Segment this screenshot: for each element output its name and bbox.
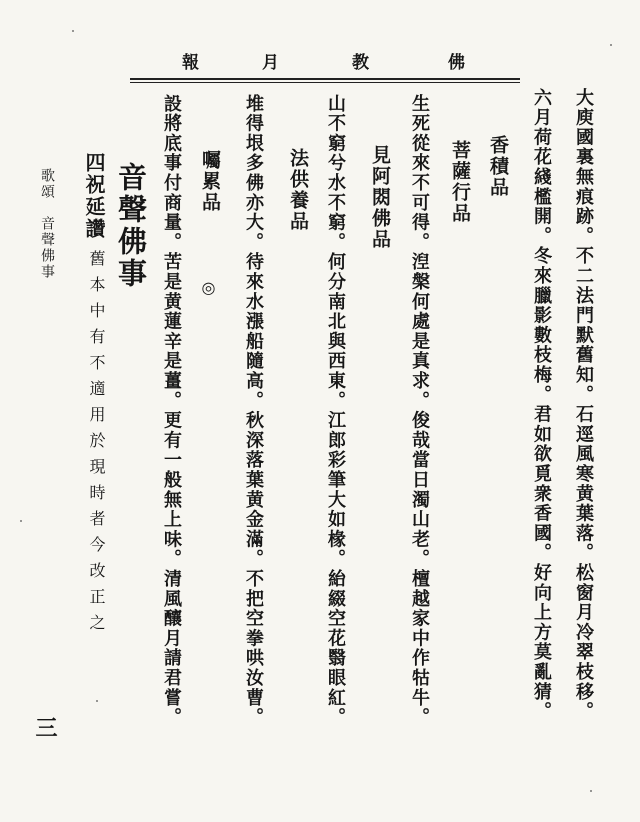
section-end-mark: ◎ <box>199 278 218 297</box>
running-title-side: 歌頌 音聲佛事 <box>39 168 55 280</box>
chapter-title-yinsheng-foshi: 音聲佛事 <box>114 162 148 290</box>
scan-speck <box>590 790 592 792</box>
scan-speck <box>20 520 22 522</box>
section-heading-xiangji: 香積品 <box>487 135 509 198</box>
header-char-bao: 報 <box>182 53 199 73</box>
header-rule-thin <box>130 82 520 83</box>
section-heading-pusaxing: 菩薩行品 <box>449 140 471 224</box>
verse-column-2: 六月荷花綫檻開。冬來臘影數枝梅。君如欲覓衆香國。好向上方莫亂猜。 <box>531 88 552 722</box>
header-char-fo: 佛 <box>448 53 465 73</box>
verse-column-1: 大庾國裏無痕跡。不二法門默舊知。石逕風寒黄葉落。松窗月冷翠枝移。 <box>573 88 594 722</box>
scan-speck <box>72 30 74 32</box>
section-heading-fagongyang: 法供養品 <box>287 148 309 232</box>
verse-column-6: 設將底事付商量。苦是黄蓮辛是薑。更有一般無上味。清風釀月請君嘗。 <box>161 94 182 728</box>
section-heading-sizhuyanzan: 四祝延讚 <box>82 152 106 240</box>
scan-speck <box>610 44 612 46</box>
editorial-note: 舊本中有不適用於現時者今改正之 <box>87 250 106 640</box>
header-char-yue: 月 <box>262 53 279 73</box>
verse-column-3: 生死從來不可得。湼槃何處是真求。俊哉當日濁山老。檀越家中作牯牛。 <box>409 94 430 728</box>
page-number: 三 <box>32 716 58 738</box>
verse-column-4: 山不窮兮水不窮。何分南北與西東。江郎彩筆大如椽。紿綴空花翳眼紅。 <box>325 94 346 728</box>
section-heading-jianachu: 見阿閦佛品 <box>369 145 391 250</box>
scan-speck <box>96 700 98 702</box>
header-char-jiao: 教 <box>352 53 369 73</box>
verse-column-5: 堆得垠多佛亦大。待來水漲船隨高。秋深落葉黄金滿。不把空拳哄汝曹。 <box>243 94 264 728</box>
section-heading-zhulei: 囑累品 <box>199 150 221 213</box>
header-rule <box>130 78 520 80</box>
